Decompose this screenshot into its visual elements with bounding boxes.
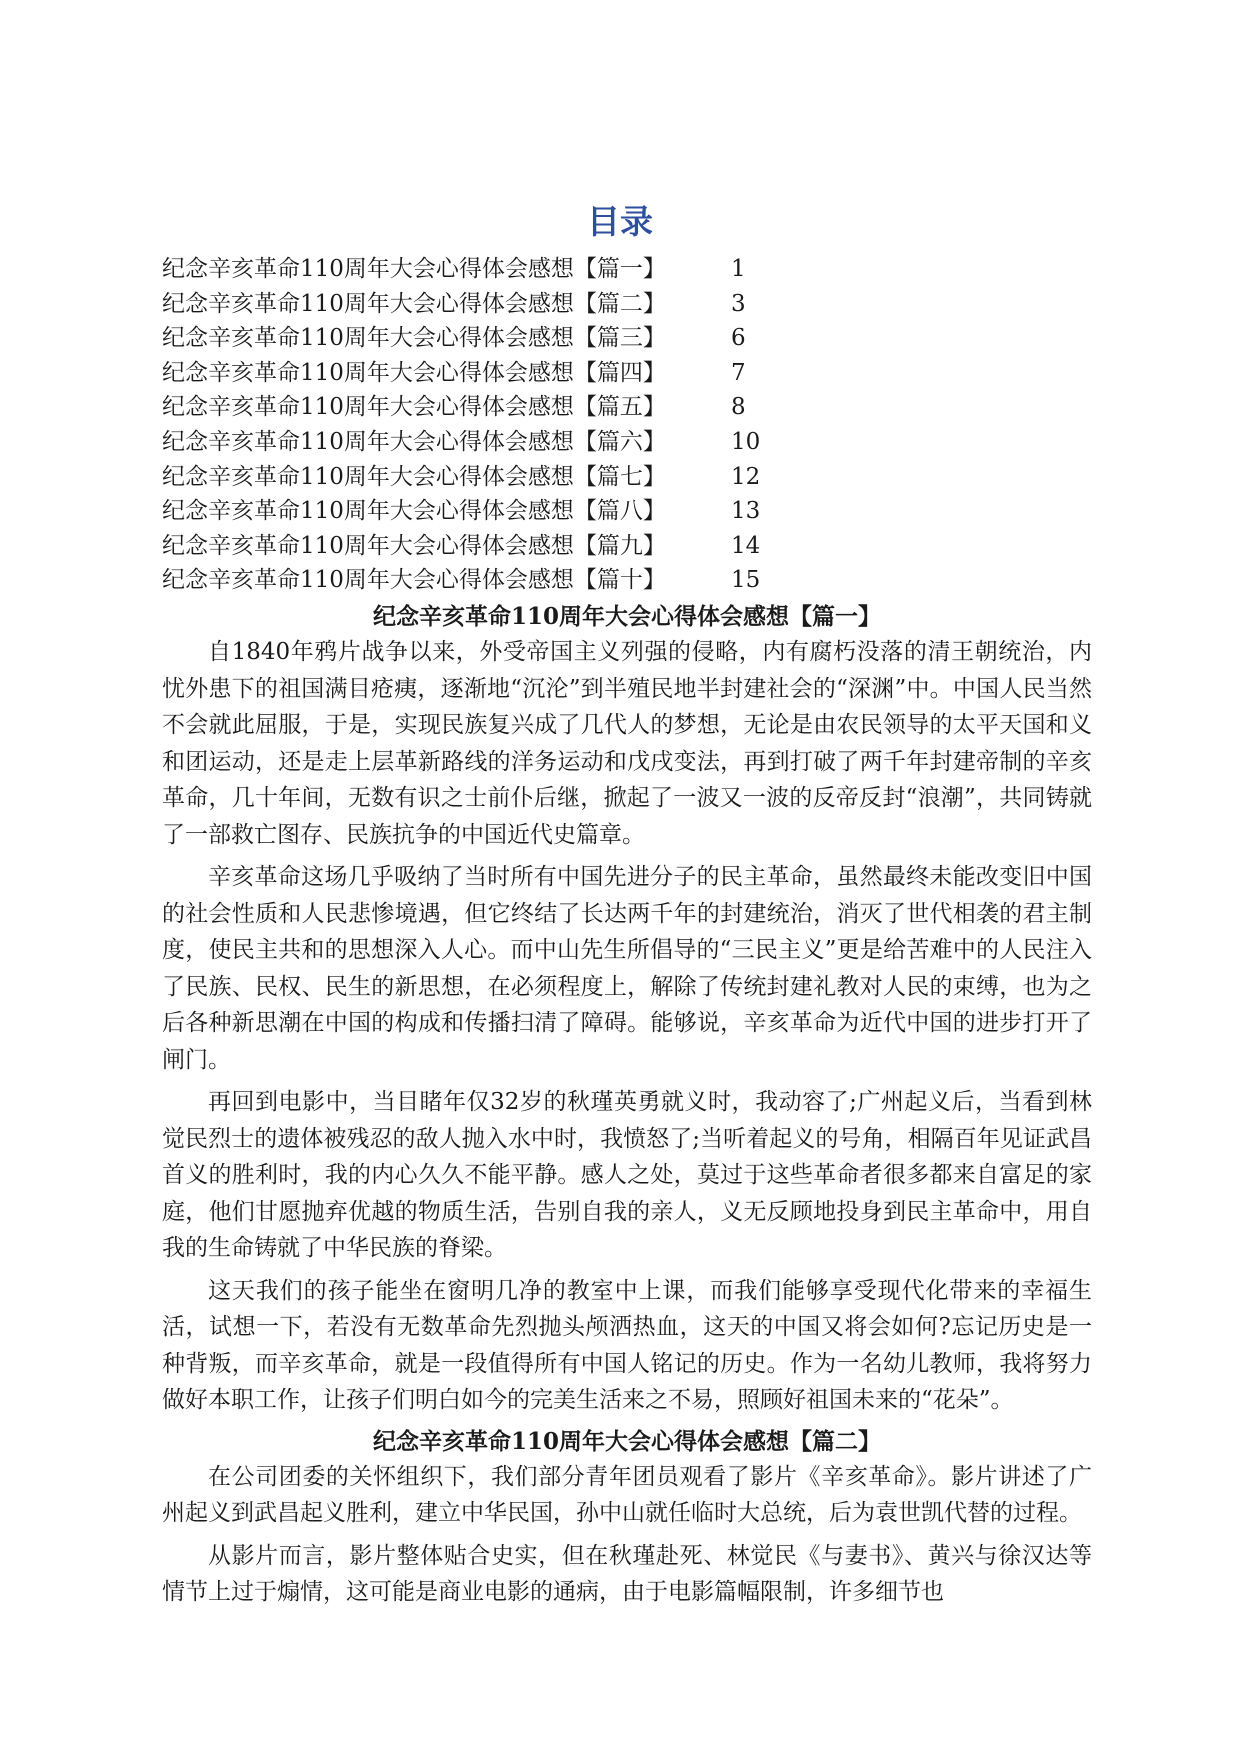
paragraph: 在公司团委的关怀组织下，我们部分青年团员观看了影片《辛亥革命》。影片讲述了广州起义到武昌起义胜利，建立中华民国，孙中山就任临时大总统，后为袁世凯代替的过程。 <box>162 1463 1092 1526</box>
paragraph: 自1840年鸦片战争以来，外受帝国主义列强的侵略，内有腐朽没落的清王朝统治，内忧外患下的祖国满目疮痍，逐渐地“沉沦”到半殖民地半封建社会的“深渊”中。中国人民当然不会就此屈服，于是，实现民族复兴成了几代人的梦想，无论是由农民领导的太平天国和义和团运动，还是走上层革新路线的洋务运动和戊戌变法，再到打破了两千年封建帝制的辛亥革命，几十年间，无数有识之士前仆后继，掀起了一波又一波的反帝反封“浪潮”，共同铸就了一部救亡图存、民族抗争的中国近代史篇章。 <box>162 639 1092 848</box>
toc-entry-label: 纪念辛亥革命110周年大会心得体会感想【篇二】 <box>162 290 666 317</box>
toc-entry[interactable] <box>162 287 862 322</box>
table-of-contents <box>162 252 862 598</box>
toc-title: 目录 <box>587 202 653 241</box>
toc-entry-label: 纪念辛亥革命110周年大会心得体会感想【篇四】 <box>162 359 666 386</box>
toc-entry-label: 纪念辛亥革命110周年大会心得体会感想【篇一】 <box>162 256 666 282</box>
toc-entry-page: 10 <box>731 428 761 455</box>
toc-entry-page: 15 <box>731 567 761 594</box>
paragraph: 辛亥革命这场几乎吸纳了当时所有中国先进分子的民主革命，虽然最终未能改变旧中国的社会性质和人民悲惨境遇，但它终结了长达两千年的封建统治，消灭了世代相袭的君主制度，使民主共和的思想深入人心。而中山先生所倡导的“三民主义”更是给苦难中的人民注入了民族、民权、民生的新思想，在必须程度上，解除了传统封建礼教对人民的束缚，也为之后各种新思潮在中国的构成和传播扫清了障碍。能够说，辛亥革命为近代中国的进步打开了闸门。 <box>162 864 1092 1073</box>
toc-entry-label: 纪念辛亥革命110周年大会心得体会感想【篇六】 <box>162 428 666 455</box>
toc-entry-label: 纪念辛亥革命110周年大会心得体会感想【篇八】 <box>162 498 666 525</box>
paragraph: 从影片而言，影片整体贴合史实，但在秋瑾赴死、林觉民《与妻书》、黄兴与徐汉达等情节上过于煽情，这可能是商业电影的通病，由于电影篇幅限制，许多细节也 <box>162 1542 1092 1605</box>
toc-entry[interactable] <box>162 563 862 598</box>
body-text <box>162 600 1092 1617</box>
section-title: 纪念辛亥革命110周年大会心得体会感想【篇一】 <box>372 603 881 630</box>
toc-entry[interactable] <box>162 529 862 564</box>
paragraph: 这天我们的孩子能坐在窗明几净的教室中上课，而我们能够享受现代化带来的幸福生活，试想一下，若没有无数革命先烈抛头颅洒热血，这天的中国又将会如何?忘记历史是一种背叛，而辛亥革命，就是一段值得所有中国人铭记的历史。作为一名幼儿教师，我将努力做好本职工作，让孩子们明白如今的完美生活来之不易，照顾好祖国未来的“花朵”。 <box>162 1277 1092 1413</box>
toc-entry-page: 8 <box>731 394 746 421</box>
toc-entry[interactable] <box>162 252 862 287</box>
paragraph: 再回到电影中，当目睹年仅32岁的秋瑾英勇就义时，我动容了;广州起义后，当看到林觉民烈士的遗体被残忍的敌人抛入水中时，我愤怒了;当听着起义的号角，相隔百年见证武昌首义的胜利时，我的内心久久不能平静。感人之处，莫过于这些革命者很多都来自富足的家庭，他们甘愿抛弃优越的物质生活，告别自我的亲人，义无反顾地投身到民主革命中，用自我的生命铸就了中华民族的脊梁。 <box>162 1089 1092 1261</box>
toc-entry-page: 6 <box>731 325 746 352</box>
toc-entry[interactable] <box>162 390 862 425</box>
toc-entry[interactable] <box>162 425 862 460</box>
toc-entry[interactable] <box>162 321 862 356</box>
toc-entry-page: 1 <box>731 256 746 282</box>
toc-entry-label: 纪念辛亥革命110周年大会心得体会感想【篇九】 <box>162 532 666 559</box>
toc-entry[interactable] <box>162 356 862 391</box>
toc-entry-label: 纪念辛亥革命110周年大会心得体会感想【篇十】 <box>162 567 666 594</box>
toc-entry-label: 纪念辛亥革命110周年大会心得体会感想【篇三】 <box>162 325 666 352</box>
toc-entry-page: 14 <box>731 532 761 559</box>
toc-entry-page: 13 <box>731 498 761 525</box>
toc-entry-page: 3 <box>731 290 746 317</box>
toc-entry-page: 7 <box>731 359 746 386</box>
section-title: 纪念辛亥革命110周年大会心得体会感想【篇二】 <box>372 1427 881 1455</box>
toc-entry-label: 纪念辛亥革命110周年大会心得体会感想【篇七】 <box>162 463 666 490</box>
toc-entry-page: 12 <box>731 463 761 490</box>
toc-entry-label: 纪念辛亥革命110周年大会心得体会感想【篇五】 <box>162 394 666 421</box>
toc-entry[interactable] <box>162 494 862 529</box>
toc-entry[interactable] <box>162 460 862 495</box>
